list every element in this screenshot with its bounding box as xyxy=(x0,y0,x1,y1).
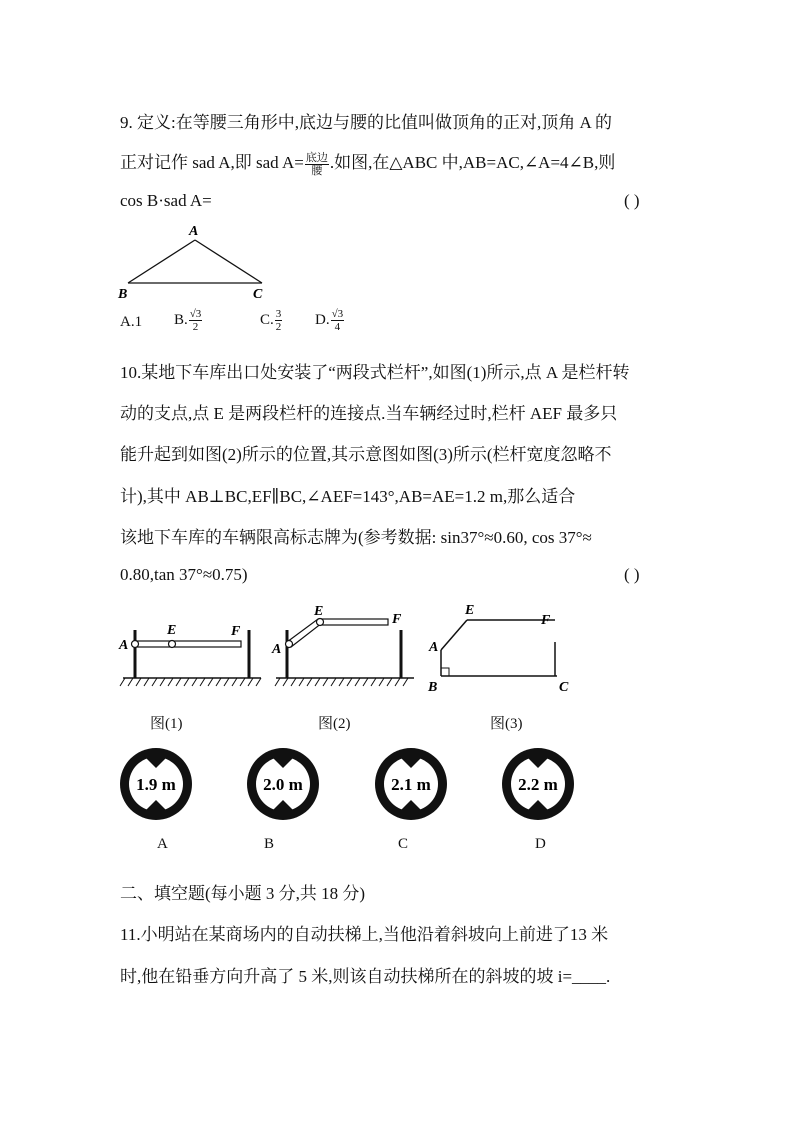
sign-d-value: 2.2 m xyxy=(518,775,558,794)
q11-line-2: 时,他在铅垂方向升高了 5 米,则该自动扶梯所在的斜坡的坡 i=____. xyxy=(120,967,611,986)
q10-line-3: 能升起到如图(2)所示的位置,其示意图如图(3)所示(栏杆宽度忽略不 xyxy=(120,445,612,464)
q9-option-c-denominator: 2 xyxy=(275,321,282,333)
fig1-ground-hatching xyxy=(120,678,261,686)
q9-line-2 xyxy=(120,148,615,177)
q9-line-1: 9. 定义:在等腰三角形中,底边与腰的比值叫做顶角的正对,顶角 A 的 xyxy=(120,113,613,132)
fig3-label-b: B xyxy=(428,680,438,695)
q9-line-2-post: .如图,在△ABC 中,AB=AC,∠A=4∠B,则 xyxy=(329,153,616,172)
q9-option-d-denominator: 4 xyxy=(334,321,341,333)
sign-letter-c: C xyxy=(398,836,409,852)
fig3-label-f: F xyxy=(541,613,551,628)
fig-caption-2: 图(2) xyxy=(318,716,351,732)
barrier-figure-2 xyxy=(270,598,420,690)
triangle-abc-figure xyxy=(110,220,280,302)
q10-line-1: 10.某地下车库出口处安装了“两段式栏杆”,如图(1)所示,点 A 是栏杆转 xyxy=(120,363,630,382)
sad-fraction xyxy=(305,152,329,177)
q10-line-6: 0.80,tan 37°≈0.75) xyxy=(120,565,248,584)
fig3-right-angle-mark xyxy=(441,668,449,676)
sign-letter-b: B xyxy=(264,836,275,852)
q9-option-b-letter: B. xyxy=(174,311,188,328)
fig2-joint-e xyxy=(317,619,324,626)
triangle-side-ab xyxy=(128,240,195,283)
q9-option-d-letter: D. xyxy=(315,311,330,328)
fig2-label-e: E xyxy=(314,604,324,619)
height-limit-sign-c xyxy=(371,744,451,824)
sign-b-value: 2.0 m xyxy=(263,775,303,794)
sign-c-value: 2.1 m xyxy=(391,775,431,794)
fig-caption-3: 图(3) xyxy=(490,716,523,732)
q9-option-b xyxy=(174,308,203,333)
height-limit-sign-a xyxy=(116,744,196,824)
fig-caption-1: 图(1) xyxy=(150,716,183,732)
height-limit-sign-d xyxy=(498,744,578,824)
sad-fraction-numerator: 底边 xyxy=(305,151,328,164)
q9-option-d xyxy=(315,308,345,333)
q9-option-c xyxy=(260,308,283,333)
fig2-ground-hatching xyxy=(275,678,408,686)
triangle-label-a: A xyxy=(189,224,199,239)
triangle-label-c: C xyxy=(253,287,263,302)
q9-option-b-numerator: √3 xyxy=(189,308,202,320)
q9-option-c-numerator: 3 xyxy=(275,308,282,320)
sign-a-value: 1.9 m xyxy=(136,775,176,794)
fig2-label-f: F xyxy=(392,612,402,627)
q10-line-5: 该地下车库的车辆限高标志牌为(参考数据: sin37°≈0.60, cos 37°≈ xyxy=(120,528,592,547)
q11-line-1: 11.小明站在某商场内的自动扶梯上,当他沿着斜坡向上前进了13 米 xyxy=(120,925,609,944)
fig1-label-a: A xyxy=(119,638,129,653)
sad-fraction-denominator: 腰 xyxy=(311,164,323,177)
fig2-upper-arm xyxy=(320,619,388,625)
q10-answer-parentheses: ( ) xyxy=(624,565,640,584)
q9-option-b-denominator: 2 xyxy=(192,321,199,333)
q9-option-c-letter: C. xyxy=(260,311,274,328)
triangle-side-ac xyxy=(195,240,262,283)
fig2-pivot-a xyxy=(286,641,293,648)
fig3-label-a: A xyxy=(429,640,439,655)
height-limit-sign-b xyxy=(243,744,323,824)
q9-line-3: cos B·sad A= xyxy=(120,191,212,210)
fig1-label-f: F xyxy=(231,624,241,639)
barrier-schematic-figure-3 xyxy=(420,598,580,698)
q9-answer-parentheses: ( ) xyxy=(624,191,640,210)
fig1-joint-e xyxy=(169,641,176,648)
fig2-label-a: A xyxy=(272,642,282,657)
q9-option-d-numerator: √3 xyxy=(331,308,344,320)
sign-letter-d: D xyxy=(535,836,546,852)
sign-letter-a: A xyxy=(157,836,168,852)
fig1-pivot-a xyxy=(132,641,139,648)
section-2-heading: 二、填空题(每小题 3 分,共 18 分) xyxy=(120,884,366,903)
q10-line-4: 计),其中 AB⊥BC,EF∥BC,∠AEF=143°,AB=AE=1.2 m,那么适合 xyxy=(120,487,576,506)
triangle-label-b: B xyxy=(118,287,128,302)
barrier-figure-1 xyxy=(115,618,275,690)
q10-line-2: 动的支点,点 E 是两段栏杆的连接点.当车辆经过时,栏杆 AEF 最多只 xyxy=(120,404,618,423)
fig3-segment-ae xyxy=(441,620,467,650)
fig3-label-c: C xyxy=(559,680,569,695)
fig1-barrier-arm xyxy=(135,641,241,647)
fig1-label-e: E xyxy=(167,623,177,638)
q9-line-2-pre: 正对记作 sad A,即 sad A= xyxy=(120,153,304,172)
q9-option-a: A.1 xyxy=(120,314,143,330)
fig3-label-e: E xyxy=(465,603,475,618)
